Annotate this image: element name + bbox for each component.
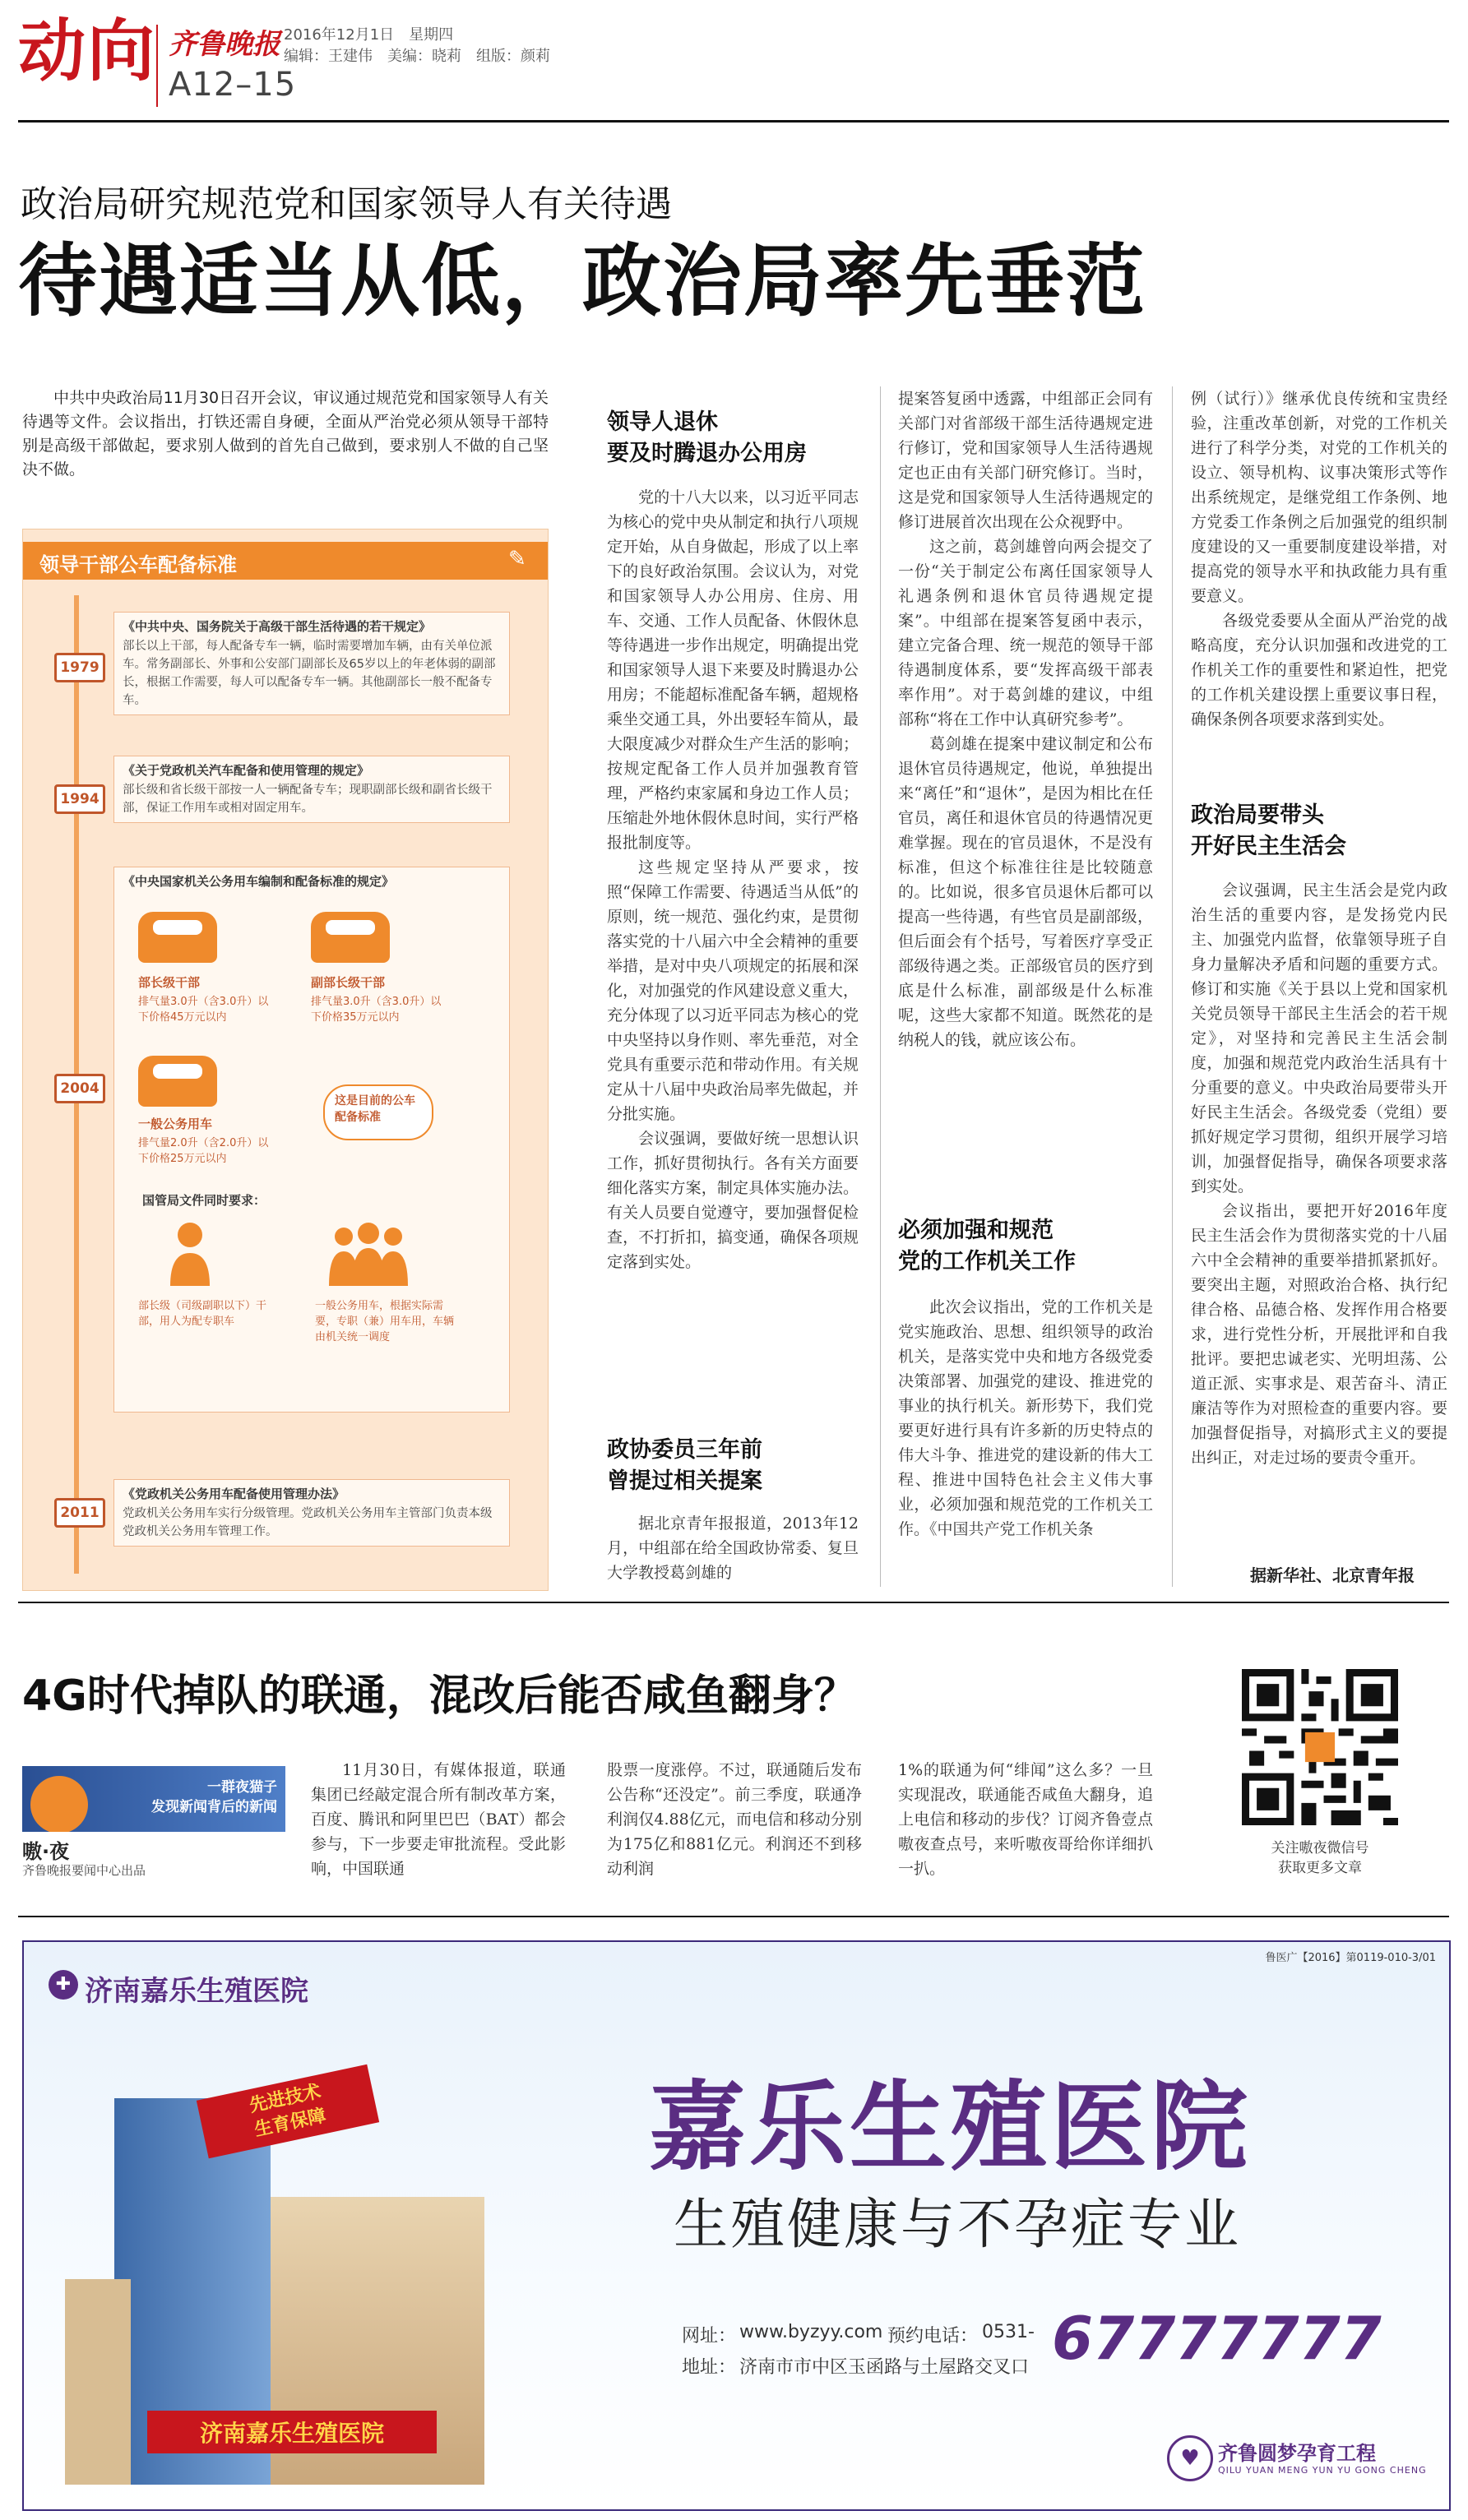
- article-column: [898, 1295, 1153, 1542]
- car-icon: [138, 1056, 217, 1107]
- timeline-entry: [113, 756, 510, 823]
- article-column: [607, 485, 859, 1274]
- year-badge: 2011: [54, 1498, 105, 1528]
- car-spec: 排气量3.0升（含3.0升）以下价格35万元以内: [311, 996, 442, 1024]
- logo-slogan: 一群夜猫子 发现新闻背后的新闻: [151, 1779, 277, 1815]
- group-icon: [327, 1220, 410, 1286]
- subheading: 领导人退休 要及时腾退办公用房: [607, 409, 807, 466]
- ad-address-label: 地址：: [682, 2357, 737, 2378]
- article2-column: [607, 1758, 862, 1881]
- paragraph: 这之前，葛剑雄曾向两会提交了一份“关于制定公布离任国家领导人礼遇条例和退休官员待遇规定提案”。中组部在提案答复函中表示，建立完备合理、统一规范的领导干部待遇制度体系，要“发挥高级干部表率作用”。对于葛剑雄的建议，中组部称“将在工作中认真研究参考”。: [898, 538, 1153, 728]
- paragraph: 提案答复函中透露，中组部正会同有关部门对省部级干部生活待遇规定进行修订，党和国家领导人生活待遇规定也正由有关部门研究修订。当时，这是党和国家领导人生活待遇规定的修订进展首次出现在公众视野中。: [898, 390, 1153, 531]
- callout-text: 这是目前的公车配备标准: [335, 1094, 415, 1124]
- infographic-header: [23, 542, 548, 580]
- car-icon: [138, 912, 217, 963]
- person-text: 部长级（司级副职以下）干部，用人为配专职车: [138, 1300, 267, 1328]
- qr-caption: 关注嗷夜微信号 获取更多文章: [1271, 1840, 1369, 1876]
- article-lead: [22, 386, 549, 482]
- year-badge: 1994: [54, 784, 105, 814]
- ad-url-label: 网址：: [682, 2326, 737, 2347]
- paragraph: 会议强调，要做好统一思想认识工作，抓好贯彻执行。各有关方面要细化落实方案，制定具体实施办法。有关人员要自觉遵守，要加强督促检查，不打折扣，搞变通，确保各项规定落到实处。: [607, 1130, 859, 1271]
- moon-icon: [30, 1776, 88, 1832]
- paragraph: 股票一度涨停。不过，联通随后发布公告称“还没定”。前三季度，联通净利润仅4.88亿元，而电信和移动分别为175亿和881亿元。利润还不到移动利润: [607, 1761, 862, 1878]
- building-sign: 先进技术 生育保障: [197, 2065, 379, 2159]
- ad-rule: [18, 1916, 1449, 1917]
- paragraph: 党的十八大以来，以习近平同志为核心的党中央从制定和执行八项规定开始，从自身做起，形成了以上率下的良好政治氛围。会议认为，对党和国家领导人办公用房、住房、用车、交通、工作人员配备、休假休息等待遇进一步作出规定，明确提出党和国家领导人退下来要及时腾退办公用房；不能超标准配备车辆，超规格乘坐交通工具，外出要轻车简从，最大限度减少对群众生产生活的影响；按规定配备工作人员并加强教育管理，严格约束家属和身边工作人员；压缩赴外地休假休息时间，实行严格报批制度等。: [607, 488, 859, 852]
- paragraph: 各级党委要从全面从严治党的战略高度，充分认识加强和改进党的工作机关工作的重要性和紧迫性，把党的工作机关建设摆上重要议事日程，确保条例各项要求落到实处。: [1191, 612, 1447, 728]
- article2-column: [898, 1758, 1153, 1881]
- article-column: [1191, 386, 1447, 732]
- hospital-building: [65, 2049, 484, 2493]
- ad-phone-prefix: 0531-: [982, 2322, 1035, 2342]
- article-headline: 待遇适当从低，政治局率先垂范: [18, 235, 1146, 327]
- infographic: [22, 529, 549, 1591]
- article2-column: [311, 1758, 566, 1881]
- year-badge: 2004: [54, 1074, 105, 1103]
- paragraph: 11月30日，有媒体报道，联通集团已经敲定混合所有制改革方案，百度、腾讯和阿里巴巴（BAT）都会参与，下一步要走审批流程。受此影响，中国联通: [311, 1761, 566, 1878]
- rule-title: 国管局文件同时要求：: [142, 1193, 266, 1208]
- page-number: A12–15: [169, 66, 297, 104]
- column-logo: [22, 1766, 285, 1832]
- entry-title: 《中央国家机关公务用车编制和配备标准的规定》: [123, 874, 395, 889]
- entry-text: 部长级和省长级干部按一人一辆配备专车；现职副部长级和副省长级干部，保证工作用车或相对固定用车。: [123, 784, 493, 815]
- lead-paragraph: 中共中央政治局11月30日召开会议，审议通过规范党和国家领导人有关待遇等文件。会议指出，打铁还需自身硬，全面从严治党必须从领导干部特别是高级干部做起，要求别人做到的首先自己做到，要求别人不做的自己坚决不做。: [22, 389, 549, 479]
- entry-title: 《中共中央、国务院关于高级干部生活待遇的若干规定》: [123, 619, 432, 634]
- section-title: 动向: [18, 12, 157, 90]
- badge-icon: ♥: [1167, 2435, 1213, 2481]
- paragraph: 会议指出，要把开好2016年度民主生活会作为贯彻落实党的十八届六中全会精神的重要举措抓紧抓好。要突出主题，对照政治合格、执行纪律合格、品德合格、发挥作用合格要求，进行党性分析，开展批评和自我批评。要把忠诚老实、光明坦荡、公道正派、实事求是、艰苦奋斗、清正廉洁等作为对照检查的重要内容。要加强督促指导，对搞形式主义的要提出纠正，对走过场的要责令重开。: [1191, 1202, 1447, 1467]
- paragraph: 1%的联通为何“绯闻”这么多？一旦实现混改，联通能否咸鱼大翻身，追上电信和移动的步伐？订阅齐鲁壹点嗷夜查点号，来听嗷夜哥给你详细扒一扒。: [898, 1761, 1153, 1878]
- year-badge: 1979: [54, 653, 105, 682]
- article2-headline: 4G时代掉队的联通，混改后能否咸鱼翻身？: [22, 1672, 857, 1721]
- article-column: [1191, 878, 1447, 1470]
- ad-slogan: 生殖健康与不孕症专业: [674, 2193, 1241, 2256]
- group-text: 一般公务用车，根据实际需要，专职（兼）用车用，车辆由机关统一调度: [315, 1300, 455, 1343]
- ad-phone[interactable]: 67777777: [1052, 2304, 1382, 2373]
- car-spec: 排气量2.0升（含2.0升）以下价格25万元以内: [138, 1137, 269, 1165]
- pencil-icon: ✎: [508, 547, 526, 571]
- article-kicker: 政治局研究规范党和国家领导人有关待遇: [21, 183, 672, 225]
- column-divider: [880, 386, 881, 1587]
- callout-bubble: [323, 1084, 433, 1140]
- subheading: 政协委员三年前 曾提过相关提案: [607, 1437, 762, 1494]
- badge-subtitle: QILU YUAN MENG YUN YU GONG CHENG: [1218, 2465, 1427, 2476]
- badge-title: 齐鲁圆梦孕育工程: [1218, 2442, 1376, 2465]
- car-label: 一般公务用车: [138, 1117, 213, 1131]
- paragraph: 葛剑雄在提案中建议制定和公布退休官员待遇规定，他说，单独提出来“离任”和“退休”，是因为相比在任官员，离任和退休官员的待遇情况更难掌握。现在的官员退休，不是没有标准，但这个标准往往是比较随意的。比如说，很多官员退休后都可以提高一些待遇，有些官员是副部级，但后面会有个括号，写着医疗享受正部级待遇之类。正部级官员的医疗到底是什么标准，副部级是什么标准呢，这些大家都不知道。既然花的是纳税人的钱，就应该公布。: [898, 735, 1153, 1049]
- ad-license: 鲁医广【2016】第0119-010-3/01: [1265, 1952, 1436, 1964]
- paper-logo: 齐鲁晚报: [169, 28, 280, 61]
- paragraph: 此次会议指出，党的工作机关是党实施政治、思想、组织领导的政治机关，是落实党中央和地方各级党委决策部署、加强党的建设、推进党的事业的执行机关。新形势下，我们党要更好进行具有许多新的历史特点的伟大斗争、推进党的建设新的伟大工程、推进中国特色社会主义伟大事业，必须加强和规范党的工作机关工作。《中国共产党工作机关条: [898, 1298, 1153, 1538]
- article-source: 据新华社、北京青年报: [1250, 1565, 1415, 1585]
- car-spec: 排气量3.0升（含3.0升）以下价格45万元以内: [138, 996, 269, 1024]
- car-label: 副部长级干部: [311, 975, 386, 990]
- hospital-logo-icon: ✚: [49, 1970, 78, 2000]
- article-column: [607, 1511, 859, 1585]
- ad-address: 济南市市中区玉函路与土屋路交叉口: [739, 2357, 1030, 2378]
- entry-text: 党政机关公务用车实行分级管理。党政机关公务用车主管部门负责本级党政机关公务用车管理工作。: [123, 1507, 493, 1538]
- car-icon: [311, 912, 390, 963]
- masthead-divider: [156, 25, 158, 107]
- column-divider: [1172, 386, 1173, 1587]
- masthead-rule: [18, 120, 1449, 123]
- paragraph: 例（试行）》继承优良传统和宝贵经验，注重改革创新，对党的工作机关进行了科学分类，对党的工作机关的设立、领导机构、议事决策形式等作出系统规定，是继党组工作条例、地方党委工作条例之后加强党的组织制度建设的又一重要制度建设举措，对提高党的领导水平和执政能力具有重要意义。: [1191, 390, 1447, 605]
- infographic-title: 领导干部公车配备标准: [39, 553, 237, 576]
- entry-text: 部长以上干部，每人配备专车一辆，临时需要增加车辆，由有关单位派车。常务副部长、外事和公安部门副部长及65岁以上的年老体弱的副部长，根据工作需要，每人可以配备专车一辆。其他副部长一般不配备专车。: [123, 640, 496, 707]
- car-label: 部长级干部: [138, 975, 201, 990]
- paragraph: 这些规定坚持从严要求，按照“保障工作需要、待遇适当从低”的原则，统一规范、强化约束，是贯彻落实党的十八届六中全会精神的重要举措，是对中央八项规定的拓展和深化，对加强党的作风建设意义重大，充分体现了以习近平同志为核心的党中央坚持以身作则、率先垂范，对全党具有重要示范和带动作用。有关规定从十八届中央政治局率先做起，并分批实施。: [607, 858, 859, 1123]
- entry-title: 《关于党政机关汽车配备和使用管理的规定》: [123, 763, 370, 778]
- editor-credits: 编辑：王建伟 美编：晓莉 组版：颜莉: [284, 48, 550, 65]
- issue-date: 2016年12月1日 星期四: [284, 26, 454, 44]
- hospital-ad[interactable]: [22, 1940, 1451, 2511]
- column-logo-sub: 齐鲁晚报要闻中心出品: [22, 1863, 146, 1878]
- building-name: 济南嘉乐生殖医院: [147, 2411, 437, 2453]
- ad-phone-label: 预约电话：: [887, 2326, 979, 2347]
- column-logo-title: 嗷·夜: [22, 1840, 70, 1863]
- ad-url[interactable]: www.byzyy.com: [739, 2322, 883, 2342]
- paragraph: 据北京青年报报道，2013年12月，中组部在给全国政协常委、复旦大学教授葛剑雄的: [607, 1514, 859, 1582]
- timeline-entry: [113, 1479, 510, 1547]
- timeline-entry: [113, 612, 510, 715]
- qr-code[interactable]: [1242, 1669, 1398, 1825]
- paragraph: 会议强调，民主生活会是党内政治生活的重要内容，是发扬党内民主、加强党内监督，依靠领导班子自身力量解决矛盾和问题的重要方式。修订和实施《关于县以上党和国家机关党员领导干部民主生活会的若干规定》，对坚持和完善民主生活会制度，加强和规范党内政治生活具有十分重要的意义。中央政治局要带头开好民主生活会。各级党委（党组）要抓好规定学习贯彻，组织开展学习培训，加强督促指导，确保各项要求落到实处。: [1191, 881, 1447, 1195]
- person-icon: [167, 1220, 213, 1286]
- entry-title: 《党政机关公务用车配备使用管理办法》: [123, 1487, 345, 1501]
- article-column: [898, 386, 1153, 1052]
- ad-title: 嘉乐生殖医院: [649, 2070, 1252, 2184]
- subheading: 必须加强和规范 党的工作机关工作: [898, 1218, 1076, 1274]
- subheading: 政治局要带头 开好民主生活会: [1191, 802, 1346, 859]
- hospital-logo: 济南嘉乐生殖医院: [85, 1975, 308, 2008]
- section-rule: [18, 1602, 1449, 1603]
